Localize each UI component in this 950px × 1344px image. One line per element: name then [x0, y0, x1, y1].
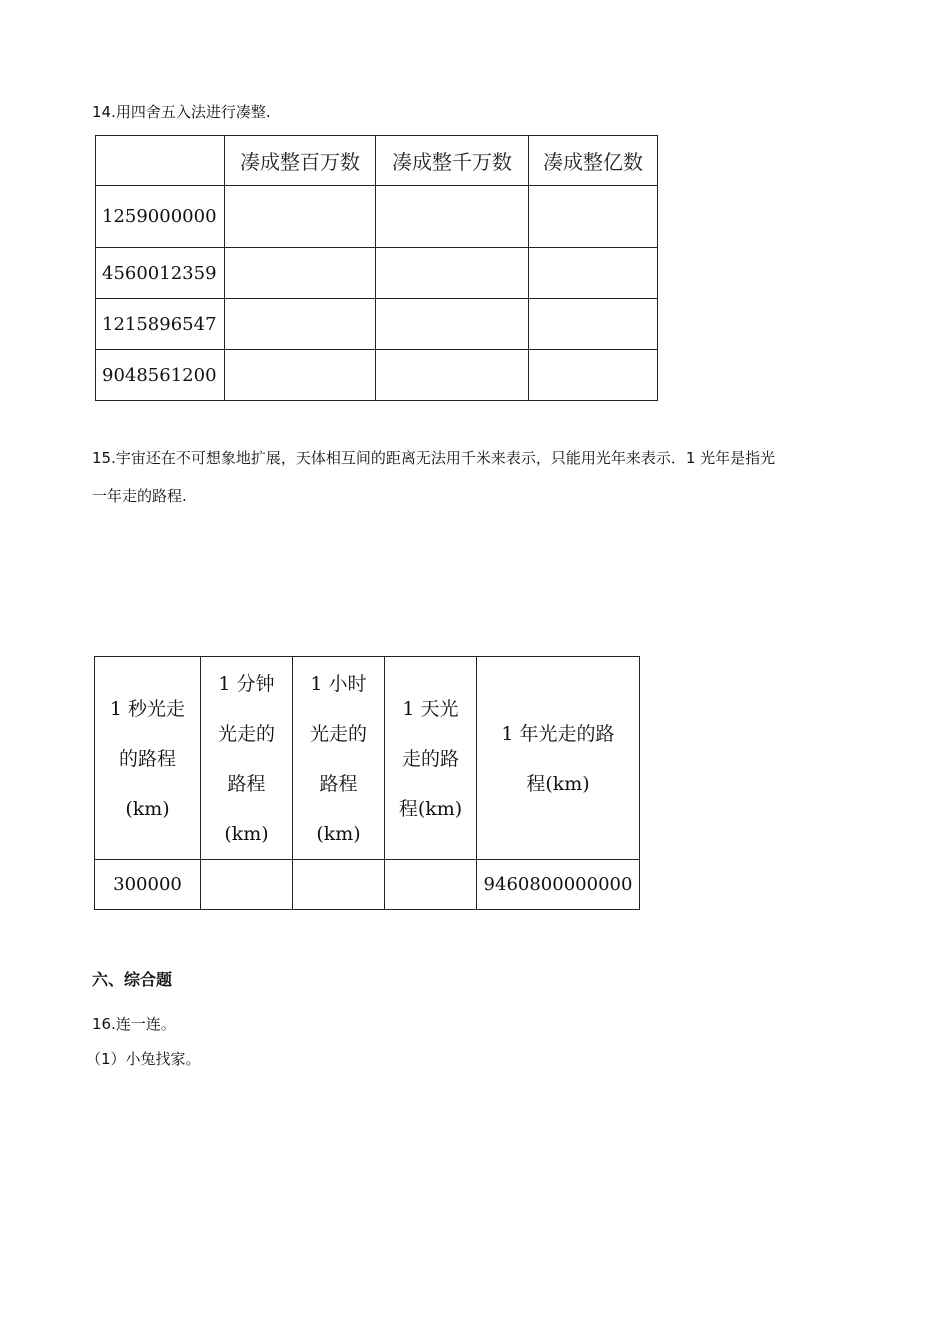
table-row	[95, 860, 640, 910]
header-line: (km)	[224, 823, 269, 845]
header-line: 1 小时	[310, 673, 367, 695]
header-line: 的路程	[118, 748, 176, 770]
answer-cell	[376, 299, 529, 350]
answer-cell	[225, 248, 376, 299]
light-value-hour	[293, 860, 385, 910]
q15-prompt-line2: 一年走的路程.	[92, 487, 187, 505]
header-line: 1 分钟	[218, 673, 275, 695]
answer-cell	[529, 350, 658, 401]
table-row	[96, 350, 658, 401]
rounding-header-blank	[96, 136, 225, 186]
light-value-day	[385, 860, 477, 910]
header-line: 1 秒光走	[109, 698, 186, 720]
answer-cell	[376, 350, 529, 401]
light-distance-table	[94, 656, 640, 910]
table-row	[96, 299, 658, 350]
q15-prompt-line1: 15.宇宙还在不可想象地扩展，天体相互间的距离无法用千米来表示，只能用光年来表示．1 光年是指光	[92, 449, 776, 467]
light-header-year	[477, 657, 640, 860]
header-line: 程(km)	[526, 773, 590, 795]
light-header-minute	[201, 657, 293, 860]
rounding-number: 1215896547	[96, 299, 225, 350]
rounding-table	[95, 135, 658, 401]
table-row	[96, 186, 658, 248]
header-line: 1 天光	[402, 698, 459, 720]
answer-cell	[376, 186, 529, 248]
rounding-number: 9048561200	[96, 350, 225, 401]
light-header-hour	[293, 657, 385, 860]
light-value-minute	[201, 860, 293, 910]
header-line: 走的路	[401, 748, 459, 770]
q14-prompt: 14.用四舍五入法进行凑整.	[92, 103, 271, 121]
header-line: 程(km)	[398, 798, 463, 820]
rounding-number: 1259000000	[96, 186, 225, 248]
rounding-table-header-row	[96, 136, 658, 186]
rounding-number: 4560012359	[96, 248, 225, 299]
light-value-second: 300000	[95, 860, 201, 910]
light-header-day	[385, 657, 477, 860]
header-line: 光走的	[309, 723, 367, 745]
header-line: 路程	[227, 773, 266, 795]
rounding-header-hundred-million: 凑成整亿数	[529, 136, 658, 186]
answer-cell	[225, 186, 376, 248]
q16-sub1: （1）小兔找家。	[86, 1050, 201, 1068]
answer-cell	[376, 248, 529, 299]
rounding-header-ten-million: 凑成整千万数	[376, 136, 529, 186]
header-line: (km)	[125, 798, 170, 820]
light-value-year: 9460800000000	[477, 860, 640, 910]
header-line: 光走的	[217, 723, 275, 745]
q16-prompt: 16.连一连。	[92, 1015, 176, 1033]
answer-cell	[529, 248, 658, 299]
light-table-header-row	[95, 657, 640, 860]
answer-cell	[225, 299, 376, 350]
light-header-second	[95, 657, 201, 860]
header-line: 1 年光走的路	[501, 723, 615, 745]
header-line: (km)	[316, 823, 361, 845]
answer-cell	[529, 299, 658, 350]
answer-cell	[225, 350, 376, 401]
answer-cell	[529, 186, 658, 248]
section-heading: 六、综合题	[92, 970, 173, 989]
table-row	[96, 248, 658, 299]
header-line: 路程	[319, 773, 358, 795]
rounding-header-million: 凑成整百万数	[225, 136, 376, 186]
